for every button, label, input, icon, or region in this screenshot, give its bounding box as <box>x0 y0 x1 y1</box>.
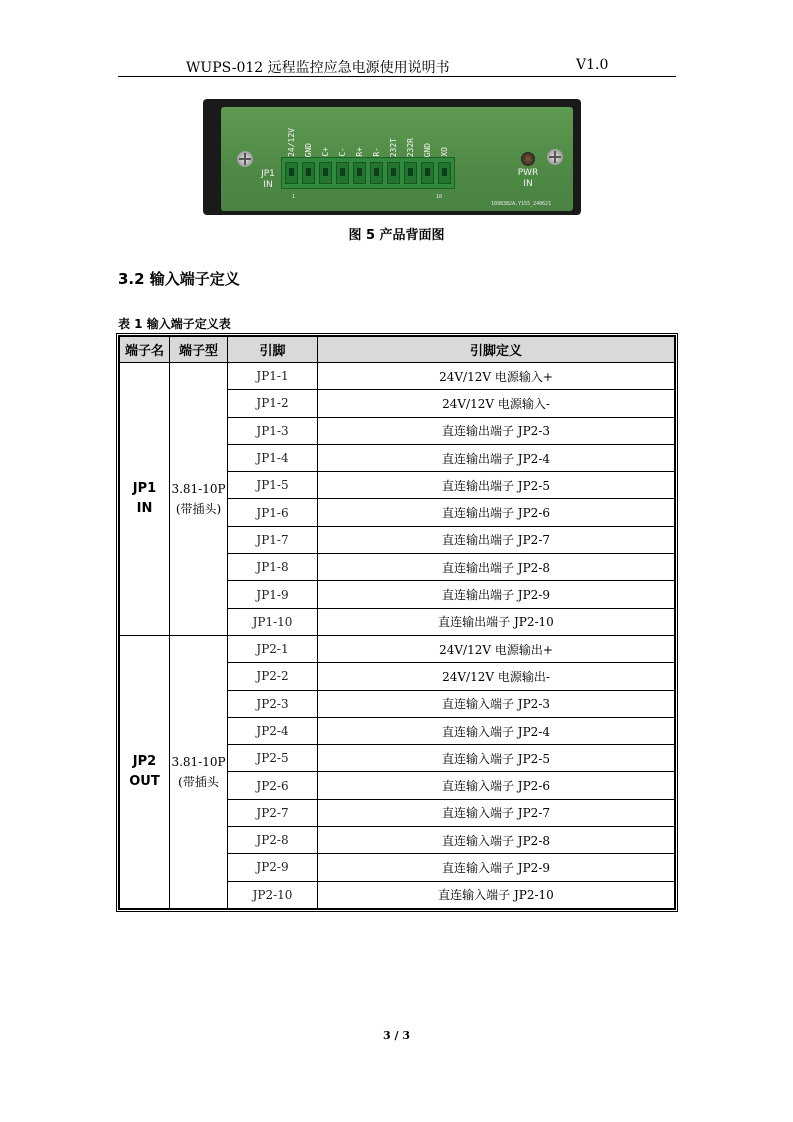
table-row <box>120 363 675 390</box>
header-pin: 引脚 <box>228 337 318 363</box>
board-code: 1098382A.Y155_240621 <box>491 201 552 207</box>
pin-cell: JP1-5 <box>228 472 318 499</box>
terminal-pin <box>285 162 298 184</box>
terminal-name-line2: IN <box>136 500 153 516</box>
pin-cell: JP2-4 <box>228 717 318 744</box>
document-title: WUPS-012 远程监控应急电源使用说明书 <box>186 60 450 76</box>
header-terminal-type: 端子型 <box>170 337 228 363</box>
terminal-name-cell <box>120 363 170 636</box>
pwr-label-line2: IN <box>523 179 533 189</box>
pin-definition-cell: 24V/12V 电源输出- <box>318 663 675 690</box>
pin-cell: JP2-10 <box>228 881 318 908</box>
terminal-definition-table <box>119 336 675 909</box>
table-row <box>120 635 675 662</box>
pin-label: C+ <box>321 147 330 157</box>
pin-definition-cell: 直连输入端子 JP2-10 <box>318 881 675 908</box>
pin-cell: JP2-8 <box>228 827 318 854</box>
screw-icon <box>237 151 253 167</box>
pin-label: R+ <box>355 147 364 157</box>
power-led-icon <box>521 152 535 166</box>
pwr-in-label <box>513 168 543 190</box>
pin-cell: JP1-10 <box>228 608 318 635</box>
terminal-definition-table-frame <box>116 333 678 912</box>
pin-cell: JP1-9 <box>228 581 318 608</box>
pin-cell: JP2-5 <box>228 745 318 772</box>
terminal-pin <box>438 162 451 184</box>
pin-cell: JP2-6 <box>228 772 318 799</box>
jp1-label <box>257 169 279 191</box>
pin-definition-cell: 直连输入端子 JP2-8 <box>318 827 675 854</box>
pin-definition-cell: 直连输入端子 JP2-6 <box>318 772 675 799</box>
pin-labels <box>283 113 453 157</box>
pin-label: GND <box>304 142 313 157</box>
table-header-row <box>120 337 675 363</box>
terminal-pin <box>370 162 383 184</box>
jp1-label-line2: IN <box>263 180 273 190</box>
pin-label: R- <box>372 147 381 157</box>
terminal-pin <box>353 162 366 184</box>
terminal-name-line2: OUT <box>129 773 160 789</box>
document-version: V1.0 <box>576 57 609 73</box>
header-pin-definition: 引脚定义 <box>318 337 675 363</box>
terminal-type-cell <box>170 635 228 908</box>
terminal-type-line2: (带插头 <box>178 774 219 789</box>
circuit-board <box>221 107 573 211</box>
pin-label: C- <box>338 147 347 157</box>
terminal-connector <box>281 157 455 189</box>
pin-label: 24/12V <box>287 128 296 157</box>
section-title: 3.2 输入端子定义 <box>118 270 240 288</box>
terminal-pin <box>421 162 434 184</box>
pin-first-number: 1 <box>292 194 296 200</box>
terminal-type-line1: 3.81-10P <box>171 754 226 769</box>
terminal-type-line2: (带插头) <box>175 501 222 516</box>
pin-definition-cell: 直连输入端子 JP2-4 <box>318 717 675 744</box>
product-back-photo <box>203 99 581 215</box>
pin-cell: JP2-2 <box>228 663 318 690</box>
pin-definition-cell: 直连输入端子 JP2-9 <box>318 854 675 881</box>
header-terminal-name: 端子名 <box>120 337 170 363</box>
pin-label: XO <box>440 147 449 157</box>
pin-definition-cell: 直连输出端子 JP2-10 <box>318 608 675 635</box>
pin-label: 232T <box>389 137 398 157</box>
terminal-pin <box>404 162 417 184</box>
pin-last-number: 10 <box>436 194 443 200</box>
figure-caption: 图 5 产品背面图 <box>348 228 445 243</box>
pin-cell: JP2-3 <box>228 690 318 717</box>
pin-cell: JP1-6 <box>228 499 318 526</box>
pin-definition-cell: 直连输出端子 JP2-8 <box>318 554 675 581</box>
pin-cell: JP1-1 <box>228 363 318 390</box>
pin-definition-cell: 24V/12V 电源输入- <box>318 390 675 417</box>
terminal-name-cell <box>120 635 170 908</box>
terminal-pin <box>319 162 332 184</box>
screw-icon <box>547 149 563 165</box>
pin-label: 232R <box>406 137 415 157</box>
pin-cell: JP1-7 <box>228 526 318 553</box>
jp1-label-line1: JP1 <box>261 169 275 179</box>
pin-definition-cell: 直连输出端子 JP2-3 <box>318 417 675 444</box>
pin-label: GND <box>423 142 432 157</box>
pin-cell: JP1-2 <box>228 390 318 417</box>
pin-definition-cell: 直连输出端子 JP2-4 <box>318 444 675 471</box>
pin-cell: JP2-7 <box>228 799 318 826</box>
pin-definition-cell: 直连输出端子 JP2-9 <box>318 581 675 608</box>
table-caption: 表 1 输入端子定义表 <box>118 317 231 331</box>
pin-cell: JP1-8 <box>228 554 318 581</box>
pin-definition-cell: 直连输入端子 JP2-3 <box>318 690 675 717</box>
page-header <box>118 56 676 77</box>
pwr-label-line1: PWR <box>517 168 539 178</box>
terminal-pin <box>302 162 315 184</box>
pin-cell: JP2-9 <box>228 854 318 881</box>
page-number: 3 / 3 <box>383 1029 410 1042</box>
terminal-name-line1: JP2 <box>132 753 157 769</box>
pin-cell: JP1-3 <box>228 417 318 444</box>
terminal-pin <box>387 162 400 184</box>
pin-definition-cell: 24V/12V 电源输出+ <box>318 635 675 662</box>
pin-definition-cell: 直连输出端子 JP2-6 <box>318 499 675 526</box>
pin-cell: JP2-1 <box>228 635 318 662</box>
terminal-name-line1: JP1 <box>132 480 157 496</box>
pin-definition-cell: 直连输出端子 JP2-7 <box>318 526 675 553</box>
terminal-pin <box>336 162 349 184</box>
pin-definition-cell: 直连输入端子 JP2-5 <box>318 745 675 772</box>
pin-definition-cell: 24V/12V 电源输入+ <box>318 363 675 390</box>
table-body <box>120 363 675 909</box>
pin-cell: JP1-4 <box>228 444 318 471</box>
terminal-type-line1: 3.81-10P <box>171 481 226 496</box>
terminal-type-cell <box>170 363 228 636</box>
pin-definition-cell: 直连输入端子 JP2-7 <box>318 799 675 826</box>
pin-definition-cell: 直连输出端子 JP2-5 <box>318 472 675 499</box>
